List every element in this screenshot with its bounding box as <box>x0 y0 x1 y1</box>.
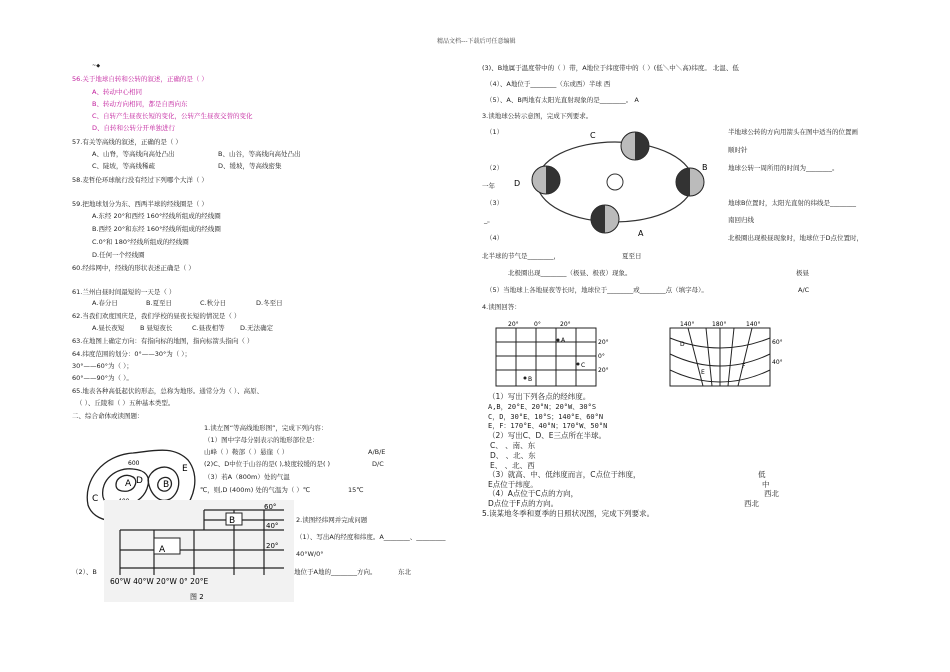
grid1-right-20b: 20° <box>598 367 609 374</box>
answer-line-10-ans: 中 <box>762 480 770 489</box>
lat-40: 40° <box>266 522 279 530</box>
orbit-p4: （4） <box>486 234 504 242</box>
sun <box>607 174 623 190</box>
q59-option-c: C.0°和 180°经线所组成的经线圈 <box>92 238 189 246</box>
map2-sub2-start: （2）、B <box>72 568 97 576</box>
orbit-p2-answer: 一年 <box>482 182 495 190</box>
map2-sub2-answer: 东北 <box>398 568 411 576</box>
label-e: E <box>182 464 188 474</box>
answer-line-9-ans: 低 <box>758 470 766 479</box>
answer-line-10: E点位于纬度。 <box>488 480 538 489</box>
q56-option-a: A、转动中心相同 <box>92 88 142 96</box>
answer-line-7: D、 、北、东 <box>490 451 536 460</box>
q57-stem: 57.有关等高线的叙述，正确的是（ ） <box>72 138 182 146</box>
q58-stem: 58.麦哲伦环球航行没有经过下列哪个大洋（ ） <box>72 176 208 184</box>
q60-stem: 60.经纬网中，经线的形状表述正确是（ ） <box>72 264 195 272</box>
q56-option-c: C、自转产生昼夜长短的变化，公转产生昼夜交替的变化 <box>92 112 253 120</box>
lat-60: 60° <box>264 503 277 511</box>
q62-option-c: C.昼夜相等 <box>192 324 225 332</box>
right-q5: （5）、A、B两地有太阳光直射现象的是________。 A <box>486 96 639 104</box>
q63-stem: 63.在地图上确定方向：有指向标的地图，指向标箭头指向（ ） <box>72 337 254 345</box>
orbit-question: 3.读地球公转示意图，完成下列要求。 <box>482 112 593 120</box>
grid2-right-60: 60° <box>772 339 783 346</box>
q61-option-c: C.秋分日 <box>200 299 227 307</box>
grid1-right-20a: 20° <box>598 339 609 346</box>
map1-sub1: （1）图中字母分别表示的地形部位是： <box>204 436 319 444</box>
q56-option-d: D、自转和公转分开单独进行 <box>92 124 176 132</box>
right-q4: （4）、A地位于________（东或西）半球 西 <box>486 80 611 88</box>
orbit-b: B <box>702 163 708 172</box>
graticule-grid-2 <box>668 318 793 390</box>
answer-line-11-ans: 西北 <box>764 489 779 498</box>
grid1-right-0: 0° <box>598 353 605 360</box>
q62-option-d: D.无法确定 <box>240 324 274 332</box>
map1-sub1b: 山峰（ ）鞍部（ ）悬崖（ ） <box>204 448 289 456</box>
grid2-top-180: 180° <box>712 321 727 328</box>
orbit-p4-text2: 北半球的节气是________， <box>482 252 560 260</box>
grid2-point-e: E <box>701 369 705 376</box>
page-header: 精品文档---下载后可任意编辑 <box>437 38 516 45</box>
map1-sub2: (2)C、D中位于山谷的是( ),坡度较缓的是( ) <box>204 460 331 468</box>
map2-sub1-answer: 40°W/0° <box>296 550 324 558</box>
question-5: 5.读某地冬季和夏季的日照状况图，完成下列要求。 <box>482 509 655 518</box>
shade-top <box>635 132 649 160</box>
orbit-diagram <box>510 124 720 239</box>
grid1-point-c: C <box>581 362 586 369</box>
q64-line3: 60°——90°为（ ）。 <box>72 374 133 382</box>
grid1-point-b: B <box>528 376 533 383</box>
q59-option-b: B.西经 20°和东经 160°经线所组成的经线圈 <box>92 225 221 233</box>
grid2-point-f: F <box>742 363 746 370</box>
orbit-d: D <box>514 179 521 188</box>
orbit-p5-answer: A/C <box>798 286 810 294</box>
map2-caption: 图 2 <box>190 593 204 601</box>
map1-ans2: D/C <box>372 460 384 468</box>
grid1-top-0: 0° <box>534 321 541 328</box>
orbit-p1-answer: 顺时针 <box>728 146 748 154</box>
grid2-top-140b: 140° <box>746 321 761 328</box>
q57-option-d: D、缓坡，等高线密集 <box>218 162 282 170</box>
label-a: A <box>125 479 132 489</box>
q61-option-a: A.春分日 <box>92 299 118 307</box>
q57-option-a: A、山脊，等高线向高处凸出 <box>92 150 175 158</box>
grid2-right-40: 40° <box>772 359 783 366</box>
orbit-p3: （3） <box>486 199 504 207</box>
q64-line1: 64.纬度范围的划分：0°——30°为（ ）； <box>72 350 192 358</box>
q61-option-d: D.冬至日 <box>256 299 283 307</box>
grid1-top-20a: 20° <box>508 321 519 328</box>
answer-line-12: D点位于F点的方向。 <box>488 499 559 508</box>
orbit-p2: （2） <box>486 164 504 172</box>
point-b: B <box>229 516 236 526</box>
label-600: 600 <box>128 460 140 467</box>
q59-stem: 59.把地球划分为东、西两半球的经线圈是（ ） <box>72 200 208 208</box>
grid1-point-a: A <box>561 337 566 344</box>
q56-option-b: B、转动方向相同，都是自西向东 <box>92 100 188 108</box>
answer-line-9: （3）就高、中、低纬度而言，C点位于纬度， <box>488 470 641 479</box>
orbit-p1-text: 半地球公转的方向用箭头在图中适当的位置画 <box>728 128 858 136</box>
q57-option-c: C、陡坡，等高线稀疏 <box>92 162 156 170</box>
answer-line-11: （4）A点位于C点的方向， <box>488 489 579 498</box>
q64-line2: 30°——60°为（ ）； <box>72 362 133 370</box>
q61-stem: 61.兰州白昼时间最短的一天是（ ） <box>72 288 176 296</box>
q62-stem: 62.当我们欢度国庆是，我们学校的昼夜长短的情况是（ ） <box>72 312 241 320</box>
label-d: D <box>136 476 143 486</box>
map1-question: 1.读左图“等高线地形图”，完成下列内容： <box>204 424 328 432</box>
orbit-a: A <box>638 229 644 238</box>
decorative-mark: ~◆ <box>92 63 101 69</box>
answer-line-2: A,B，20°E、20°N；20°W、30°S <box>488 403 597 411</box>
answer-line-4: E，F：170°E、40°N；170°W、50°N <box>488 422 608 430</box>
q57-option-b: B、山谷，等高线向高处凸出 <box>218 150 301 158</box>
orbit-p4-text: 北极圈出现极昼现象时，地球位于D点位置时， <box>728 234 864 242</box>
graticule-grid-1 <box>494 318 619 390</box>
lon-labels: 60°W 40°W 20°W 0° 20°E <box>110 577 209 586</box>
orbit-p4-answer2: 极昼 <box>796 269 809 277</box>
q61-option-b: B.夏至日 <box>146 299 173 307</box>
answer-line-5: （2）写出C、D、E三点所在半球。 <box>488 431 607 440</box>
right-q3: (3)、B地属于温度带中的（ ）带，A地位于纬度带中的（ ）(低＼中＼高)纬度。 北温、低 <box>482 64 739 72</box>
q62-option-b: B 昼短夜长 <box>140 324 173 332</box>
shade-bottom <box>591 205 605 233</box>
grid1-top-20b: 20° <box>560 321 571 328</box>
orbit-p2-text: 地球公转一周所用的时间为________。 <box>728 164 839 172</box>
shade-right <box>676 168 690 196</box>
grid2-point-d: D <box>680 341 685 348</box>
orbit-p3-answer: 南回归线 <box>728 216 754 224</box>
map1-ans3: 15℃ <box>348 486 364 494</box>
q62-option-a: A.昼长夜短 <box>92 324 125 332</box>
q65-line2: （ ）、丘陵和（ ）五种基本类型。 <box>76 399 175 407</box>
map1-ans1: A/B/E <box>368 448 386 456</box>
grid-question: 4.读图回答： <box>482 303 521 311</box>
map2-sub2: 地位于A地的________方向。 <box>294 568 377 576</box>
q59-option-d: D.任何一个经线圈 <box>92 251 145 259</box>
lat-20: 20° <box>266 542 279 550</box>
orbit-p4-text3: 北极圈出现________（极昼、极夜）现象。 <box>508 269 632 277</box>
graticule-map <box>104 500 294 602</box>
shade-left <box>546 166 560 194</box>
map1-sub3: （3）若A（800m）处的气温 <box>204 473 290 481</box>
map2-question: 2.读图经纬网并完成问题 <box>296 516 368 524</box>
answer-line-1: （1）写出下列各点的经纬度。 <box>488 392 591 401</box>
orbit-p3-dash: _。 <box>484 216 494 224</box>
map1-sub3b: ℃，则,D (400m) 处的气温为（ ）℃ <box>200 486 311 494</box>
orbit-p4-answer: 夏至日 <box>622 252 642 260</box>
orbit-c: C <box>590 131 596 140</box>
orbit-p5: （5）当地球上各地昼夜等长时，地球位于________或________点（填字母）。 <box>486 286 708 294</box>
section-title: 二、综合命体或读图题： <box>72 412 144 420</box>
q59-option-a: A.东经 20°和西经 160°经线所组成的经线圈 <box>92 212 221 220</box>
grid2-top-140a: 140° <box>680 321 695 328</box>
point-a: A <box>159 545 166 555</box>
orbit-p3-text: 地球B位置时，太阳光直射的纬线是________ <box>728 199 856 207</box>
label-c: C <box>92 494 99 504</box>
map2-sub1: （1）、写出A的经度和纬度。A________、_________ <box>296 533 446 541</box>
answer-line-3: C，D，30°E、10°S；140°E、60°N <box>488 413 604 421</box>
answer-line-6: C、 、南、东 <box>490 441 536 450</box>
q56-stem: 56.关于地球自转和公转的叙述，正确的是（ ） <box>72 75 208 83</box>
orbit-p1: （1） <box>486 128 504 136</box>
answer-line-12-ans: 西北 <box>744 499 759 508</box>
label-b: B <box>163 480 170 490</box>
answer-line-8: E、 、北、西 <box>490 461 535 470</box>
q65-line1: 65.地表各种高低起伏的形态，总称为地形。通常分为（ ）、高原、 <box>72 387 264 395</box>
